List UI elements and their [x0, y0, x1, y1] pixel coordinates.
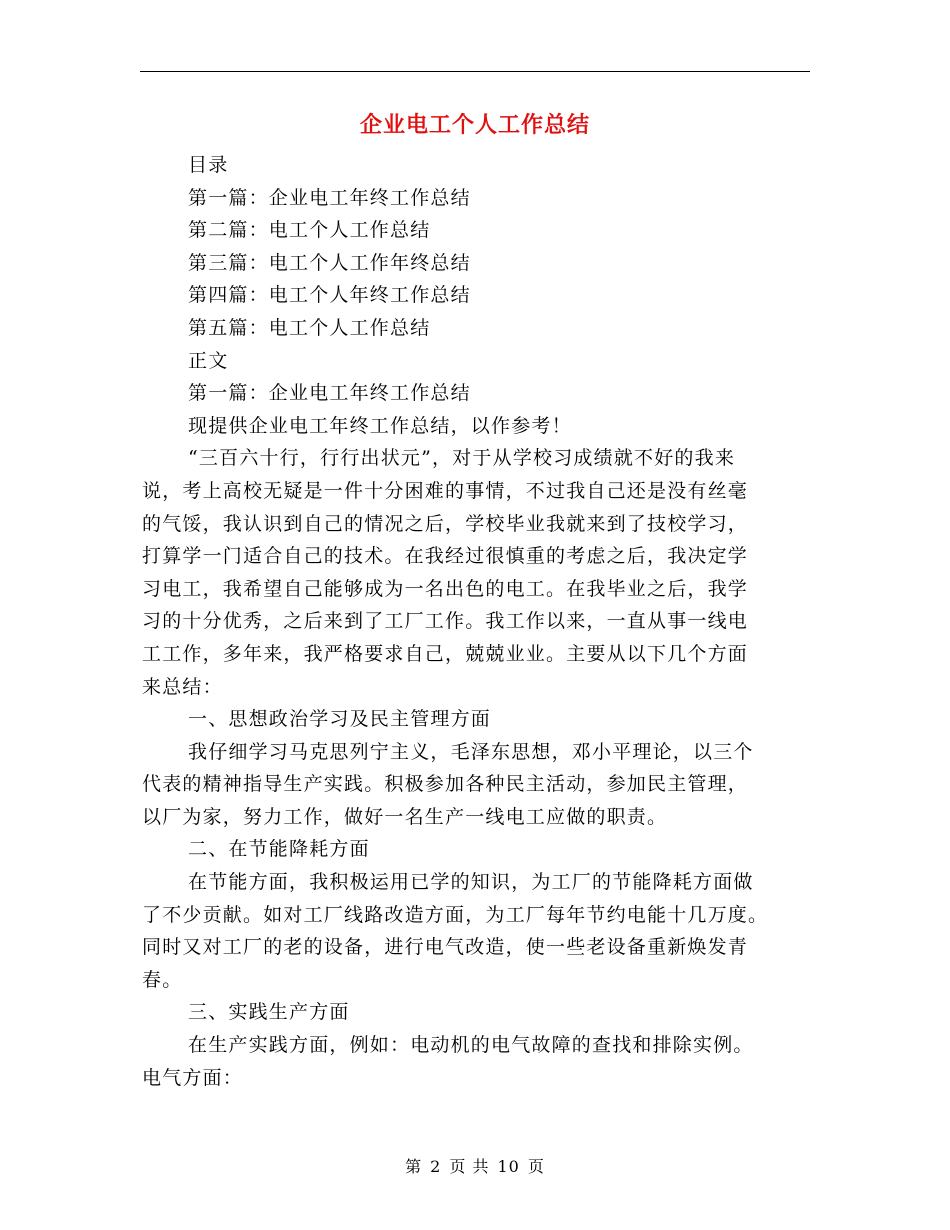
paragraph-line: “三百六十行，行行出状元”，对于从学校习成绩就不好的我来 — [188, 447, 736, 470]
chapter-title: 第一篇：企业电工年终工作总结 — [188, 382, 471, 405]
document-body — [142, 149, 802, 1094]
paragraph-line: 打算学一门适合自己的技术。在我经过很慎重的考虑之后，我决定学 — [142, 545, 749, 568]
paragraph-line: 说，考上高校无疑是一件十分困难的事情，不过我自己还是没有丝毫 — [142, 479, 749, 502]
paragraph-line: 来总结： — [142, 675, 223, 698]
paragraph-line: 春。 — [142, 968, 183, 991]
paragraph-line: 在生产实践方面，例如：电动机的电气故障的查找和排除实例。 — [188, 1034, 754, 1057]
toc-heading: 目录 — [188, 154, 229, 176]
footer-prefix: 第 — [405, 1157, 423, 1176]
paragraph-line: 习的十分优秀，之后来到了工厂工作。我工作以来，一直从事一线电 — [142, 610, 749, 633]
toc-item: 第一篇：企业电工年终工作总结 — [188, 186, 471, 209]
paragraph-line: 以厂为家，努力工作，做好一名生产一线电工应做的职责。 — [142, 805, 668, 828]
paragraph-line: 的气馁，我认识到自己的情况之后，学校毕业我就来到了技校学习， — [142, 512, 749, 535]
toc-item: 第五篇：电工个人工作总结 — [188, 316, 431, 339]
paragraph-line: 工工作，多年来，我严格要求自己，兢兢业业。主要从以下几个方面 — [142, 642, 749, 665]
paragraph-line: 代表的精神指导生产实践。积极参加各种民主活动，参加民主管理， — [142, 773, 749, 796]
paragraph-line: 我仔细学习马克思列宁主义，毛泽东思想，邓小平理论，以三个 — [188, 740, 754, 763]
paragraph-line: 了不少贡献。如对工厂线路改造方面，为工厂每年节约电能十几万度。 — [142, 903, 769, 926]
intro-line: 现提供企业电工年终工作总结，以作参考！ — [188, 414, 572, 437]
footer-suffix: 页 — [527, 1157, 545, 1176]
paragraph-line: 在节能方面，我积极运用已学的知识，为工厂的节能降耗方面做 — [188, 871, 754, 894]
footer-total-pages: 10 — [497, 1157, 520, 1176]
body-heading: 正文 — [188, 349, 229, 372]
paragraph-line: 习电工，我希望自己能够成为一名出色的电工。在我毕业之后，我学 — [142, 577, 749, 600]
toc-item: 第四篇：电工个人年终工作总结 — [188, 284, 471, 307]
toc-item: 第三篇：电工个人工作年终总结 — [188, 251, 471, 274]
page-footer — [0, 1154, 950, 1177]
footer-middle: 页 共 — [449, 1157, 490, 1176]
document-title: 企业电工个人工作总结 — [359, 113, 590, 138]
section-heading: 二、在节能降耗方面 — [188, 838, 370, 861]
footer-page-number: 2 — [430, 1157, 442, 1176]
toc-item: 第二篇：电工个人工作总结 — [188, 219, 431, 242]
section-heading: 一、思想政治学习及民主管理方面 — [188, 708, 492, 731]
header-rule — [140, 71, 810, 72]
paragraph-line: 电气方面： — [142, 1066, 244, 1089]
section-heading: 三、实践生产方面 — [188, 1001, 350, 1024]
paragraph-line: 同时又对工厂的老的设备，进行电气改造，使一些老设备重新焕发青 — [142, 936, 749, 959]
